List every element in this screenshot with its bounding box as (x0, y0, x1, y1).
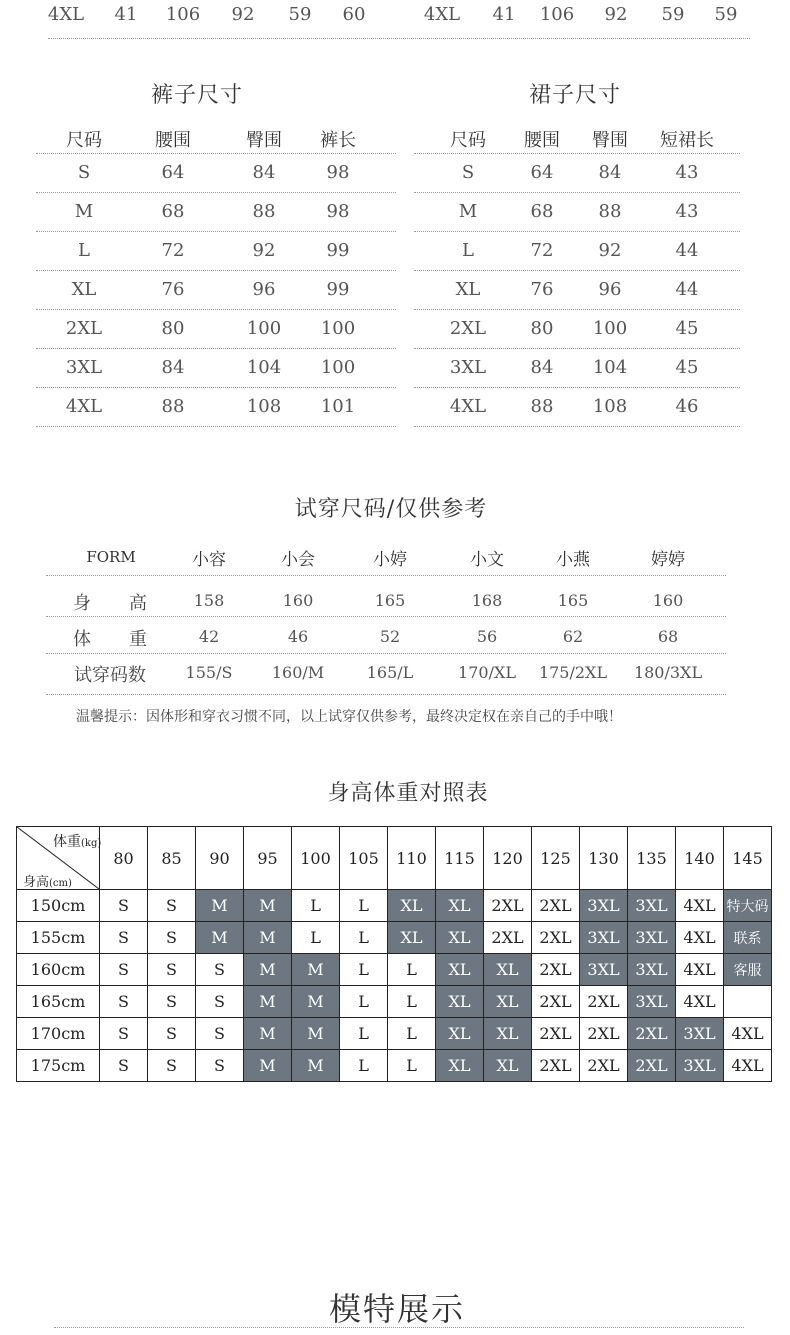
size-cell: L (340, 922, 388, 954)
weight-header-cell: 105 (340, 827, 388, 890)
cell: 59 (288, 4, 312, 25)
weight-header-cell: 145 (724, 827, 772, 890)
divider (54, 1327, 744, 1328)
size-cell: XL (484, 1050, 532, 1082)
size-cell: 4XL (676, 890, 724, 922)
size-cell: 2XL (580, 1050, 628, 1082)
height-weight-grid (16, 826, 772, 1082)
size-cell: 3XL (628, 954, 676, 986)
table-cell: 2XL (449, 318, 487, 339)
size-cell: 2XL (484, 922, 532, 954)
table-cell: 108 (592, 396, 628, 417)
divider (46, 653, 726, 654)
size-cell: 2XL (532, 922, 580, 954)
weight-unit: (kg) (81, 838, 102, 849)
size-cell: L (340, 986, 388, 1018)
table-cell: 76 (530, 279, 554, 300)
size-cell: S (100, 890, 148, 922)
size-cell: S (196, 986, 244, 1018)
height-cell: 160cm (17, 954, 100, 986)
column-header: 小文 (470, 550, 504, 570)
table-cell: XL (71, 279, 97, 300)
size-cell: 2XL (580, 986, 628, 1018)
size-cell: 4XL (724, 1018, 772, 1050)
table-cell: 108 (246, 396, 282, 417)
size-cell: XL (436, 986, 484, 1018)
table-cell: 42 (198, 627, 220, 646)
size-cell: L (292, 922, 340, 954)
size-cell: L (388, 954, 436, 986)
column-header: 裤长 (320, 130, 356, 151)
weight-header-cell: 95 (244, 827, 292, 890)
cell: 59 (714, 4, 738, 25)
table-cell: 80 (530, 318, 554, 339)
table-cell: S (461, 162, 475, 183)
size-cell: S (100, 922, 148, 954)
size-cell: XL (436, 1018, 484, 1050)
size-cell: XL (436, 890, 484, 922)
size-cell: M (244, 986, 292, 1018)
column-header: 短裙长 (660, 130, 714, 151)
table-cell: 165/L (366, 663, 414, 682)
size-cell: M (292, 1050, 340, 1082)
table-cell: 96 (252, 279, 276, 300)
column-header: 婷婷 (651, 550, 685, 570)
size-cell: L (388, 1018, 436, 1050)
size-cell: L (292, 890, 340, 922)
column-header: 臀围 (246, 130, 282, 151)
row-label: 重 (129, 629, 147, 650)
size-cell: S (196, 1050, 244, 1082)
table-cell: 104 (246, 357, 282, 378)
size-cell: XL (388, 890, 436, 922)
table-cell: M (74, 201, 94, 222)
size-cell: XL (436, 954, 484, 986)
table-cell: 4XL (65, 396, 103, 417)
table-cell: 100 (320, 318, 356, 339)
size-cell: 客服 (724, 954, 772, 986)
column-header: 小婷 (373, 550, 407, 570)
cell: 106 (165, 4, 201, 25)
height-cell: 165cm (17, 986, 100, 1018)
table-cell: 45 (675, 318, 699, 339)
size-cell: L (340, 890, 388, 922)
divider (46, 575, 726, 576)
table-cell: 3XL (449, 357, 487, 378)
table-cell: 160/M (271, 663, 325, 682)
divider (414, 231, 740, 232)
size-cell: M (244, 922, 292, 954)
size-cell: L (388, 1050, 436, 1082)
size-cell: S (100, 1050, 148, 1082)
size-cell: 2XL (532, 890, 580, 922)
row-label: 体 (73, 629, 91, 650)
pants-size-title: 裤子尺寸 (150, 83, 244, 108)
table-cell: 99 (326, 240, 350, 261)
size-cell: M (196, 922, 244, 954)
cell: 4XL (47, 4, 85, 25)
table-cell: 64 (530, 162, 554, 183)
column-header: 腰围 (524, 130, 560, 151)
table-cell: 52 (379, 627, 401, 646)
table-cell: 72 (530, 240, 554, 261)
size-cell: 3XL (580, 890, 628, 922)
table-cell: 88 (252, 201, 276, 222)
cell: 60 (342, 4, 366, 25)
size-cell: 3XL (580, 922, 628, 954)
table-cell: 68 (657, 627, 679, 646)
height-label: 身高 (23, 875, 50, 890)
table-cell: 46 (287, 627, 309, 646)
weight-header-cell: 135 (628, 827, 676, 890)
table-cell: L (78, 240, 90, 261)
weight-header-cell: 80 (100, 827, 148, 890)
size-cell: 3XL (676, 1050, 724, 1082)
size-cell: 3XL (676, 1018, 724, 1050)
table-cell: 168 (471, 591, 503, 610)
table-cell: 96 (598, 279, 622, 300)
divider (414, 387, 740, 388)
table-cell: S (77, 162, 91, 183)
weight-header-cell: 85 (148, 827, 196, 890)
weight-header-cell: 115 (436, 827, 484, 890)
divider (36, 309, 396, 310)
size-cell: S (148, 1050, 196, 1082)
cell: 92 (231, 4, 255, 25)
column-header: 腰围 (155, 130, 191, 151)
table-cell: 68 (530, 201, 554, 222)
table-cell: 45 (675, 357, 699, 378)
column-header: 小容 (192, 550, 226, 570)
column-header: 小会 (281, 550, 315, 570)
divider (36, 348, 396, 349)
size-cell: 2XL (628, 1050, 676, 1082)
table-cell: 98 (326, 162, 350, 183)
table-cell: 84 (252, 162, 276, 183)
skirt-size-table (414, 124, 740, 444)
table-cell: 99 (326, 279, 350, 300)
table-cell: 170/XL (458, 663, 516, 682)
grid-row (17, 1018, 772, 1050)
table-cell: 4XL (449, 396, 487, 417)
grid-row (17, 890, 772, 922)
divider (36, 270, 396, 271)
size-cell: M (196, 890, 244, 922)
size-cell: M (292, 986, 340, 1018)
divider (414, 348, 740, 349)
column-header: 尺码 (66, 130, 102, 151)
size-cell: L (340, 1050, 388, 1082)
table-cell: 175/2XL (538, 663, 608, 682)
row-label: 身 (73, 593, 91, 614)
pants-size-table (36, 124, 396, 444)
size-cell: 2XL (532, 1050, 580, 1082)
table-cell: 44 (675, 240, 699, 261)
column-header: 臀围 (592, 130, 628, 151)
tip-text: 温馨提示：因体形和穿衣习惯不同，以上试穿仅供参考，最终决定权在亲自己的手中哦！ (76, 709, 622, 725)
height-unit: (cm) (49, 878, 72, 889)
table-cell: M (458, 201, 478, 222)
size-cell: 3XL (580, 954, 628, 986)
size-cell: S (148, 922, 196, 954)
grid-row (17, 1050, 772, 1082)
size-cell: 特大码 (724, 890, 772, 922)
divider (36, 192, 396, 193)
size-cell: S (196, 954, 244, 986)
table-cell: 158 (193, 591, 225, 610)
size-cell: XL (484, 986, 532, 1018)
row-label: 高 (129, 593, 147, 614)
cell: 41 (492, 4, 516, 25)
size-cell: 4XL (676, 922, 724, 954)
height-cell: 155cm (17, 922, 100, 954)
table-cell: 64 (161, 162, 185, 183)
divider (48, 38, 750, 39)
grid-row (17, 954, 772, 986)
size-cell: XL (388, 922, 436, 954)
table-cell: 72 (161, 240, 185, 261)
size-cell: S (148, 890, 196, 922)
size-cell: L (340, 954, 388, 986)
weight-header-cell: 90 (196, 827, 244, 890)
size-cell: S (100, 954, 148, 986)
table-cell: 165 (557, 591, 589, 610)
size-cell: S (100, 986, 148, 1018)
weight-label: 体重 (53, 834, 81, 850)
weight-header-cell: 140 (676, 827, 724, 890)
table-cell: 46 (675, 396, 699, 417)
height-cell: 170cm (17, 1018, 100, 1050)
size-cell: 2XL (628, 1018, 676, 1050)
table-cell: 101 (320, 396, 356, 417)
size-cell: 4XL (676, 954, 724, 986)
table-cell: XL (455, 279, 481, 300)
size-cell: S (148, 1018, 196, 1050)
size-cell: 3XL (628, 922, 676, 954)
table-cell: 76 (161, 279, 185, 300)
trial-size-title: 试穿尺码/仅供参考 (294, 497, 488, 522)
table-cell: 88 (161, 396, 185, 417)
table-cell: 100 (320, 357, 356, 378)
skirt-size-title: 裙子尺寸 (528, 83, 622, 108)
divider (36, 426, 396, 427)
size-cell: M (292, 1018, 340, 1050)
size-cell: S (148, 986, 196, 1018)
divider (414, 153, 740, 154)
table-cell: 104 (592, 357, 628, 378)
size-cell: M (292, 954, 340, 986)
size-cell: XL (436, 1050, 484, 1082)
size-cell: 2XL (580, 1018, 628, 1050)
divider (414, 426, 740, 427)
table-cell: 165 (374, 591, 406, 610)
weight-header-cell: 100 (292, 827, 340, 890)
size-cell: M (244, 1018, 292, 1050)
cell: 59 (661, 4, 685, 25)
table-cell: 84 (598, 162, 622, 183)
size-cell: 联系 (724, 922, 772, 954)
height-cell: 175cm (17, 1050, 100, 1082)
table-cell: 100 (246, 318, 282, 339)
size-cell: 3XL (628, 986, 676, 1018)
size-cell: 2XL (532, 986, 580, 1018)
size-cell: L (340, 1018, 388, 1050)
size-cell: M (244, 890, 292, 922)
divider (46, 694, 726, 695)
size-cell: M (244, 1050, 292, 1082)
table-cell: 160 (282, 591, 314, 610)
table-cell: 88 (598, 201, 622, 222)
size-cell: 4XL (724, 1050, 772, 1082)
size-cell: 4XL (676, 986, 724, 1018)
table-cell: 3XL (65, 357, 103, 378)
column-header: FORM (86, 548, 136, 566)
cell: 4XL (423, 4, 461, 25)
table-cell: 43 (675, 162, 699, 183)
table-cell: 80 (161, 318, 185, 339)
grid-row (17, 986, 772, 1018)
weight-header-cell: 125 (532, 827, 580, 890)
size-cell: 2XL (532, 954, 580, 986)
column-header: 尺码 (450, 130, 486, 151)
divider (414, 192, 740, 193)
table-cell: 88 (530, 396, 554, 417)
table-cell: 92 (252, 240, 276, 261)
table-cell: 92 (598, 240, 622, 261)
size-cell (724, 986, 772, 1018)
table-cell: 56 (476, 627, 498, 646)
table-cell: 2XL (65, 318, 103, 339)
table-cell: 84 (161, 357, 185, 378)
weight-axis-label (53, 831, 101, 851)
table-cell: 100 (592, 318, 628, 339)
size-cell: L (388, 986, 436, 1018)
table-cell: 62 (562, 627, 584, 646)
table-cell: 68 (161, 201, 185, 222)
size-cell: 3XL (628, 890, 676, 922)
column-header: 小燕 (556, 550, 590, 570)
height-cell: 150cm (17, 890, 100, 922)
table-cell: 160 (652, 591, 684, 610)
divider (46, 616, 726, 617)
size-cell: XL (484, 1018, 532, 1050)
weight-header-cell: 120 (484, 827, 532, 890)
divider (414, 270, 740, 271)
grid-header-row (17, 827, 772, 890)
weight-header-cell: 110 (388, 827, 436, 890)
model-section-title: 模特展示 (328, 1290, 466, 1328)
table-cell: L (462, 240, 474, 261)
cell: 41 (114, 4, 138, 25)
size-cell: 2XL (532, 1018, 580, 1050)
size-cell: XL (436, 922, 484, 954)
size-cell: S (148, 954, 196, 986)
grid-corner-cell (17, 827, 100, 890)
table-cell: 98 (326, 201, 350, 222)
divider (414, 309, 740, 310)
size-cell: M (244, 954, 292, 986)
weight-header-cell: 130 (580, 827, 628, 890)
height-weight-title: 身高体重对照表 (327, 781, 489, 806)
divider (36, 387, 396, 388)
size-cell: S (100, 1018, 148, 1050)
table-cell: 44 (675, 279, 699, 300)
size-cell: 2XL (484, 890, 532, 922)
height-axis-label (23, 871, 72, 890)
table-cell: 84 (530, 357, 554, 378)
size-cell: S (196, 1018, 244, 1050)
divider (36, 231, 396, 232)
size-cell: XL (484, 954, 532, 986)
table-cell: 155/S (185, 663, 233, 682)
cell: 106 (539, 4, 575, 25)
cell: 92 (604, 4, 628, 25)
divider (36, 153, 396, 154)
grid-row (17, 922, 772, 954)
table-cell: 43 (675, 201, 699, 222)
row-label: 试穿码数 (74, 665, 146, 686)
table-cell: 180/3XL (633, 663, 703, 682)
